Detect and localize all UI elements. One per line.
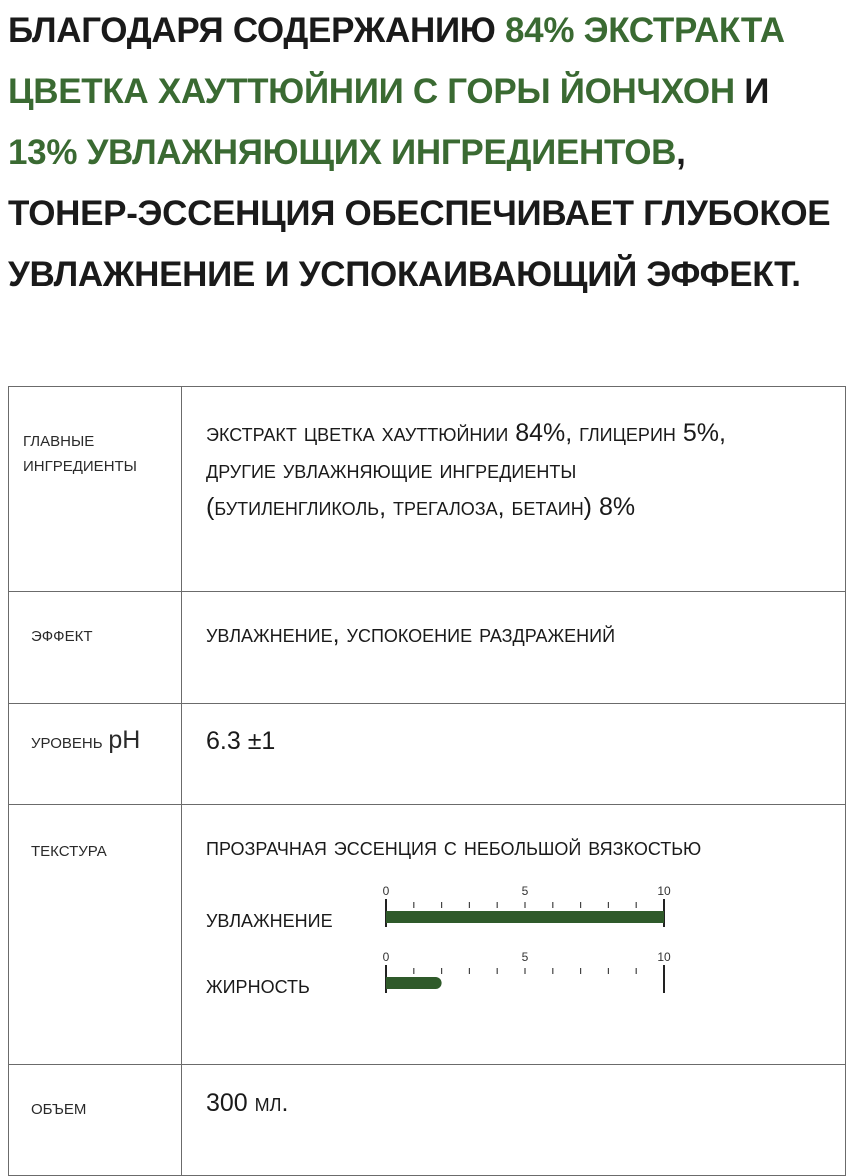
moisture-scale-label: увлажнение xyxy=(206,905,333,933)
scale-tick-label: 0 xyxy=(382,884,390,898)
ph-label xyxy=(9,704,182,805)
scale-bar xyxy=(386,977,442,989)
ph-label-unit: pH xyxy=(108,726,141,754)
effect-label: эффект xyxy=(9,592,182,704)
scale-bar xyxy=(386,911,664,923)
scale-tick-label: 10 xyxy=(657,950,671,964)
spec-table xyxy=(8,386,846,1176)
intro-line-3 xyxy=(8,122,843,183)
texture-value xyxy=(182,805,846,1065)
intro-text xyxy=(8,0,843,305)
moisture-scale xyxy=(206,881,686,931)
intro-highlight: ЦВЕТКА ХАУТТЮЙНИИ С ГОРЫ ЙОНЧХОН xyxy=(8,72,735,111)
table-row-effect xyxy=(9,592,846,704)
texture-label: текстура xyxy=(9,805,182,1065)
moisture-scale-graphic xyxy=(382,881,682,931)
intro-line-2 xyxy=(8,61,843,122)
ingredients-label-line: главные xyxy=(23,428,95,451)
intro-line-1 xyxy=(8,0,843,61)
intro-highlight: 84% ЭКСТРАКТА xyxy=(505,11,785,50)
scale-tick-label: 0 xyxy=(382,950,390,964)
scale-tick-label: 10 xyxy=(657,884,671,898)
table-row-texture xyxy=(9,805,846,1065)
ingredients-label-line: ингредиенты xyxy=(23,453,137,476)
intro-highlight: 13% УВЛАЖНЯЮЩИХ ИНГРЕДИЕНТОВ xyxy=(8,133,677,172)
intro-text-part: , xyxy=(676,133,686,172)
effect-value: увлажнение, успокоение раздражений xyxy=(182,592,846,704)
oiliness-scale-graphic xyxy=(382,947,682,997)
table-row-ph xyxy=(9,704,846,805)
oiliness-scale-label: жирность xyxy=(206,971,310,999)
ph-value: 6.3 ±1 xyxy=(182,704,846,805)
ingredients-value xyxy=(182,387,846,592)
table-row-volume xyxy=(9,1065,846,1176)
ingredients-label xyxy=(9,387,182,592)
scale-tick-label: 5 xyxy=(521,884,529,898)
volume-label: объем xyxy=(9,1065,182,1176)
ingredients-value-line: (бутиленгликоль, трегалоза, бетаин) 8% xyxy=(206,493,636,521)
intro-text-part: БЛАГОДАРЯ СОДЕРЖАНИЮ xyxy=(8,11,506,50)
intro-line-4: ТОНЕР-ЭССЕНЦИЯ ОБЕСПЕЧИВАЕТ ГЛУБОКОЕ xyxy=(8,194,831,233)
intro-text-part: И xyxy=(734,72,770,111)
ph-label-text: уровень xyxy=(31,730,109,753)
scale-tick-label: 5 xyxy=(521,950,529,964)
volume-value: 300 мл. xyxy=(182,1065,846,1176)
table-row-ingredients xyxy=(9,387,846,592)
texture-description: прозрачная эссенция с небольшой вязкостью xyxy=(206,833,702,861)
scale-bar-cap xyxy=(386,977,394,989)
intro-line-5: УВЛАЖНЕНИЕ И УСПОКАИВАЮЩИЙ ЭФФЕКТ. xyxy=(8,255,801,294)
ingredients-value-line: экстракт цветка хауттюйнии 84%, глицерин 5%, xyxy=(206,419,726,447)
ingredients-value-line: другие увлажняющие ингредиенты xyxy=(206,456,577,484)
oiliness-scale xyxy=(206,947,686,997)
